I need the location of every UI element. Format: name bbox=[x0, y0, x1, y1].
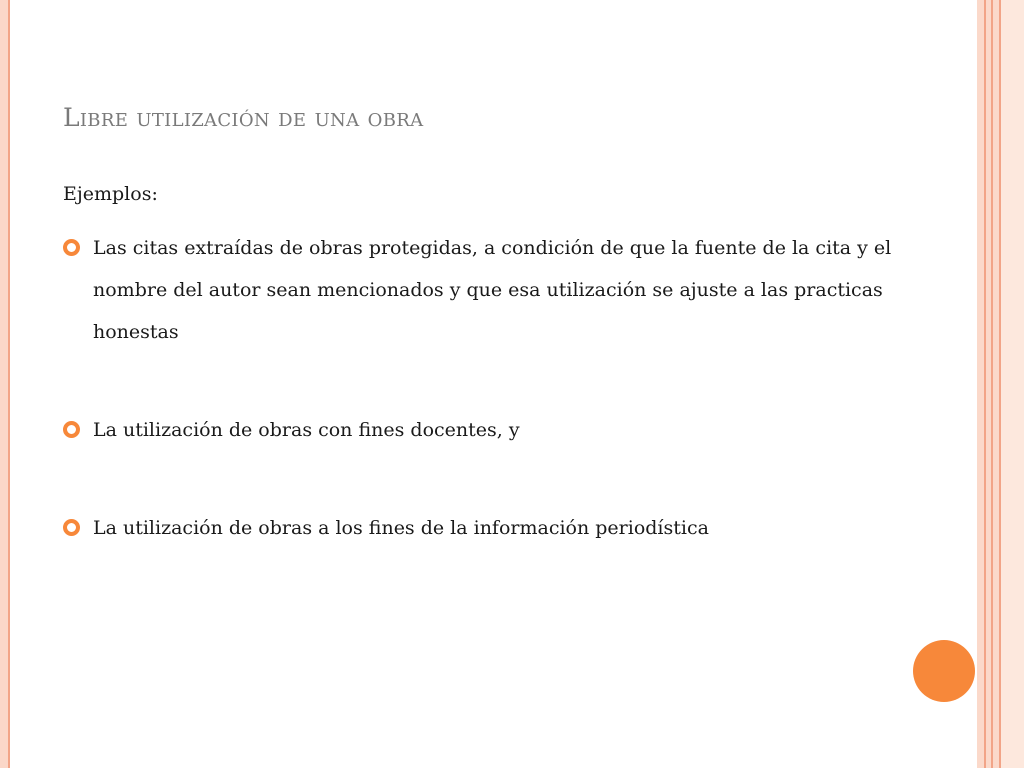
bullet-text: La utilización de obras a los fines de la información periodística bbox=[93, 517, 709, 539]
hollow-circle-bullet-icon bbox=[63, 421, 80, 438]
left-border bbox=[0, 0, 8, 768]
bullet-item bbox=[63, 409, 903, 451]
right-decorative-band bbox=[977, 0, 984, 768]
bullet-item bbox=[63, 227, 903, 353]
hollow-circle-bullet-icon bbox=[63, 239, 80, 256]
right-decorative-band bbox=[1001, 0, 1024, 768]
slide-title: Libre utilización de una obra bbox=[63, 103, 424, 132]
bullet-item bbox=[63, 507, 903, 549]
bullet-text: Las citas extraídas de obras protegidas, a condición de que la fuente de la cita y el nombre del autor sean mencionados y que esa utilización se ajuste a las practicas honestas bbox=[93, 237, 892, 343]
orange-circle-icon bbox=[913, 640, 975, 702]
hollow-circle-bullet-icon bbox=[63, 519, 80, 536]
intro-text: Ejemplos: bbox=[63, 183, 158, 205]
bullet-text: La utilización de obras con fines docentes, y bbox=[93, 419, 520, 441]
